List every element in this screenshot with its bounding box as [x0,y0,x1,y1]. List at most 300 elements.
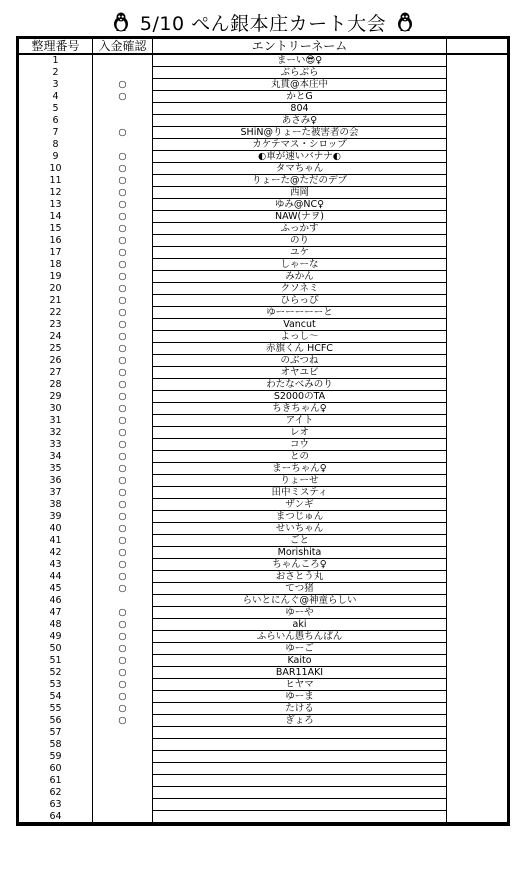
extra-cell [447,151,508,163]
row-number: 58 [19,739,93,751]
payment-check: ○ [93,643,153,655]
row-number: 14 [19,211,93,223]
row-number: 25 [19,343,93,355]
entry-name: クソネミ [153,283,447,295]
table-row [19,739,508,751]
extra-cell [447,319,508,331]
row-number: 64 [19,811,93,824]
extra-cell [447,259,508,271]
extra-cell [447,427,508,439]
entry-name: ちゃんころ♀ [153,559,447,571]
extra-cell [447,127,508,139]
row-number: 51 [19,655,93,667]
extra-cell [447,271,508,283]
table-row [19,703,508,715]
row-number: 36 [19,475,93,487]
extra-cell [447,211,508,223]
table-row [19,595,508,607]
row-number: 15 [19,223,93,235]
table-row [19,715,508,727]
sheet-title-bar [18,8,508,36]
table-row [19,607,508,619]
payment-check: ○ [93,235,153,247]
payment-check: ○ [93,667,153,679]
table-row [19,163,508,175]
payment-check: ○ [93,79,153,91]
entry-name: NAW(ナヲ) [153,211,447,223]
entry-name: Vancut [153,319,447,331]
table-row [19,547,508,559]
entry-name [153,751,447,763]
table-row [19,307,508,319]
row-number: 4 [19,91,93,103]
entry-name: 西岡 [153,187,447,199]
header-entry-name: エントリーネーム [153,39,447,55]
entry-name: 赤旗くん HCFC [153,343,447,355]
entry-name: かとG [153,91,447,103]
row-number: 24 [19,331,93,343]
extra-cell [447,247,508,259]
row-number: 10 [19,163,93,175]
table-row [19,619,508,631]
extra-cell [447,187,508,199]
extra-cell [447,91,508,103]
row-number: 57 [19,727,93,739]
entry-name [153,727,447,739]
payment-check [93,54,153,67]
extra-cell [447,667,508,679]
table-row [19,343,508,355]
row-number: 23 [19,319,93,331]
row-number: 34 [19,451,93,463]
row-number: 2 [19,67,93,79]
extra-cell [447,331,508,343]
entry-name: レオ [153,427,447,439]
penguin-icon [396,12,414,32]
extra-cell [447,463,508,475]
entry-name: aki [153,619,447,631]
extra-cell [447,391,508,403]
extra-cell [447,631,508,643]
row-number: 45 [19,583,93,595]
extra-cell [447,547,508,559]
extra-cell [447,763,508,775]
row-number: 19 [19,271,93,283]
payment-check: ○ [93,211,153,223]
entry-name: ふらいん愚ちんぱん [153,631,447,643]
entry-name: 田中ミスティ [153,487,447,499]
table-row [19,211,508,223]
payment-check [93,103,153,115]
payment-check: ○ [93,223,153,235]
payment-check [93,763,153,775]
table-row [19,799,508,811]
entry-name: ごと [153,535,447,547]
extra-cell [447,67,508,79]
table-row [19,523,508,535]
row-number: 7 [19,127,93,139]
table-row [19,91,508,103]
entry-name: よっし～ [153,331,447,343]
row-number: 32 [19,427,93,439]
table-row [19,655,508,667]
table-row [19,679,508,691]
table-row [19,235,508,247]
extra-cell [447,595,508,607]
table-row [19,667,508,679]
entry-name: ちきちゃん♀ [153,403,447,415]
row-number: 35 [19,463,93,475]
extra-cell [447,103,508,115]
entry-name: ゆみ@NC♀ [153,199,447,211]
extra-cell [447,235,508,247]
payment-check: ○ [93,451,153,463]
payment-check [93,811,153,824]
table-row [19,451,508,463]
row-number: 12 [19,187,93,199]
header-payment: 入金確認 [93,39,153,55]
payment-check: ○ [93,391,153,403]
payment-check [93,751,153,763]
entry-name: ゆーご [153,643,447,655]
table-row [19,283,508,295]
extra-cell [447,679,508,691]
extra-cell [447,415,508,427]
sheet-title: 5/10 ぺん銀本庄カート大会 [139,12,387,35]
extra-cell [447,475,508,487]
entry-name: しゃーな [153,259,447,271]
table-row [19,139,508,151]
table-row [19,271,508,283]
row-number: 47 [19,607,93,619]
extra-cell [447,223,508,235]
payment-check [93,139,153,151]
table-row [19,151,508,163]
row-number: 59 [19,751,93,763]
entry-name: ザンギ [153,499,447,511]
row-number: 6 [19,115,93,127]
row-number: 38 [19,499,93,511]
entry-name: のり [153,235,447,247]
table-row [19,67,508,79]
entry-name [153,811,447,824]
payment-check [93,727,153,739]
extra-cell [447,691,508,703]
extra-cell [447,403,508,415]
header-number: 整理番号 [19,39,93,55]
table-row [19,631,508,643]
row-number: 39 [19,511,93,523]
extra-cell [447,115,508,127]
row-number: 43 [19,559,93,571]
payment-check: ○ [93,379,153,391]
row-number: 1 [19,54,93,67]
extra-cell [447,307,508,319]
table-row [19,103,508,115]
entry-name: ひらっぴ [153,295,447,307]
entry-name: りょーた@ただのデブ [153,175,447,187]
row-number: 13 [19,199,93,211]
payment-check: ○ [93,571,153,583]
payment-check: ○ [93,151,153,163]
extra-cell [447,54,508,67]
payment-check: ○ [93,703,153,715]
row-number: 61 [19,775,93,787]
row-number: 44 [19,571,93,583]
table-row [19,259,508,271]
table-row [19,79,508,91]
extra-cell [447,343,508,355]
payment-check: ○ [93,355,153,367]
payment-check: ○ [93,367,153,379]
payment-check [93,67,153,79]
table-row [19,763,508,775]
entry-name: てつ猪 [153,583,447,595]
entry-name: ぶらぶら [153,67,447,79]
entry-name: カケテマス・シロップ [153,139,447,151]
row-number: 63 [19,799,93,811]
payment-check: ○ [93,127,153,139]
payment-check: ○ [93,439,153,451]
row-number: 52 [19,667,93,679]
entry-name: ユケ [153,247,447,259]
extra-cell [447,799,508,811]
entry-name: SHiN@りょーた被害者の会 [153,127,447,139]
table-row [19,811,508,824]
payment-check: ○ [93,427,153,439]
row-number: 31 [19,415,93,427]
table-row [19,331,508,343]
payment-check: ○ [93,331,153,343]
entry-name: せいちゃん [153,523,447,535]
payment-check: ○ [93,307,153,319]
entry-name: たける [153,703,447,715]
entry-name: ヒヤマ [153,679,447,691]
row-number: 8 [19,139,93,151]
entry-name: おさとう丸 [153,571,447,583]
table-row [19,391,508,403]
table-row [19,487,508,499]
payment-check: ○ [93,607,153,619]
extra-cell [447,451,508,463]
row-number: 3 [19,79,93,91]
entry-rows [19,54,508,823]
row-number: 17 [19,247,93,259]
table-row [19,247,508,259]
extra-cell [447,499,508,511]
extra-cell [447,751,508,763]
table-row [19,295,508,307]
extra-cell [447,487,508,499]
table-row [19,415,508,427]
entry-name [153,739,447,751]
payment-check: ○ [93,403,153,415]
table-row [19,367,508,379]
extra-cell [447,355,508,367]
row-number: 11 [19,175,93,187]
table-row [19,175,508,187]
payment-check: ○ [93,547,153,559]
entry-name: のぶつね [153,355,447,367]
payment-check: ○ [93,343,153,355]
entry-name [153,799,447,811]
table-row [19,115,508,127]
row-number: 55 [19,703,93,715]
payment-check: ○ [93,715,153,727]
extra-cell [447,715,508,727]
extra-cell [447,367,508,379]
row-number: 33 [19,439,93,451]
row-number: 54 [19,691,93,703]
extra-cell [447,523,508,535]
row-number: 16 [19,235,93,247]
table-row [19,583,508,595]
row-number: 5 [19,103,93,115]
entry-name: との [153,451,447,463]
payment-check: ○ [93,199,153,211]
entry-name: まつじゅん [153,511,447,523]
row-number: 18 [19,259,93,271]
header-extra [447,39,508,55]
entry-name: りょーせ [153,475,447,487]
row-number: 22 [19,307,93,319]
payment-check: ○ [93,247,153,259]
row-number: 42 [19,547,93,559]
table-row [19,54,508,67]
entry-name [153,787,447,799]
entry-table [18,38,508,824]
payment-check: ○ [93,187,153,199]
table-row [19,775,508,787]
entry-name: まーい😎♀ [153,54,447,67]
entry-name: コウ [153,439,447,451]
table-row [19,475,508,487]
penguin-icon [112,12,130,32]
entry-name: まーちゃん♀ [153,463,447,475]
extra-cell [447,511,508,523]
row-number: 48 [19,619,93,631]
row-number: 40 [19,523,93,535]
table-row [19,427,508,439]
extra-cell [447,535,508,547]
payment-check: ○ [93,499,153,511]
entry-name [153,763,447,775]
payment-check: ○ [93,691,153,703]
row-number: 21 [19,295,93,307]
payment-check: ○ [93,319,153,331]
table-row [19,571,508,583]
payment-check [93,115,153,127]
entry-name: ゆーーーーーと [153,307,447,319]
table-row [19,187,508,199]
payment-check: ○ [93,523,153,535]
extra-cell [447,703,508,715]
extra-cell [447,655,508,667]
extra-cell [447,175,508,187]
entry-name: ふっかす [153,223,447,235]
row-number: 62 [19,787,93,799]
extra-cell [447,739,508,751]
payment-check: ○ [93,619,153,631]
row-number: 30 [19,403,93,415]
payment-check: ○ [93,283,153,295]
payment-check: ○ [93,163,153,175]
entry-name: タマちゃん [153,163,447,175]
table-row [19,691,508,703]
payment-check: ○ [93,487,153,499]
entry-name [153,775,447,787]
row-number: 41 [19,535,93,547]
table-row [19,511,508,523]
payment-check: ○ [93,91,153,103]
row-number: 27 [19,367,93,379]
extra-cell [447,295,508,307]
extra-cell [447,811,508,824]
table-row [19,535,508,547]
table-row [19,319,508,331]
extra-cell [447,199,508,211]
table-row [19,751,508,763]
header-row [19,39,508,55]
payment-check: ○ [93,271,153,283]
entry-name: Morishita [153,547,447,559]
extra-cell [447,439,508,451]
entry-name: ゆーや [153,607,447,619]
entry-name: あさみ♀ [153,115,447,127]
table-row [19,643,508,655]
extra-cell [447,607,508,619]
payment-check: ○ [93,631,153,643]
payment-check [93,595,153,607]
payment-check: ○ [93,583,153,595]
entry-name: 丸貫@本庄中 [153,79,447,91]
table-row [19,499,508,511]
row-number: 56 [19,715,93,727]
table-row [19,439,508,451]
extra-cell [447,583,508,595]
payment-check: ○ [93,463,153,475]
row-number: 50 [19,643,93,655]
extra-cell [447,775,508,787]
table-row [19,223,508,235]
row-number: 49 [19,631,93,643]
table-row [19,727,508,739]
row-number: 46 [19,595,93,607]
row-number: 29 [19,391,93,403]
extra-cell [447,283,508,295]
row-number: 26 [19,355,93,367]
entry-name: Kaito [153,655,447,667]
entry-name: みかん [153,271,447,283]
extra-cell [447,163,508,175]
table-row [19,355,508,367]
extra-cell [447,139,508,151]
payment-check [93,739,153,751]
table-row [19,787,508,799]
entry-name: オヤユビ [153,367,447,379]
extra-cell [447,619,508,631]
entry-name: 804 [153,103,447,115]
payment-check: ○ [93,259,153,271]
payment-check: ○ [93,511,153,523]
extra-cell [447,571,508,583]
extra-cell [447,379,508,391]
payment-check [93,775,153,787]
extra-cell [447,787,508,799]
entry-name: ぎょろ [153,715,447,727]
entry-name: わたなべみのり [153,379,447,391]
extra-cell [447,559,508,571]
